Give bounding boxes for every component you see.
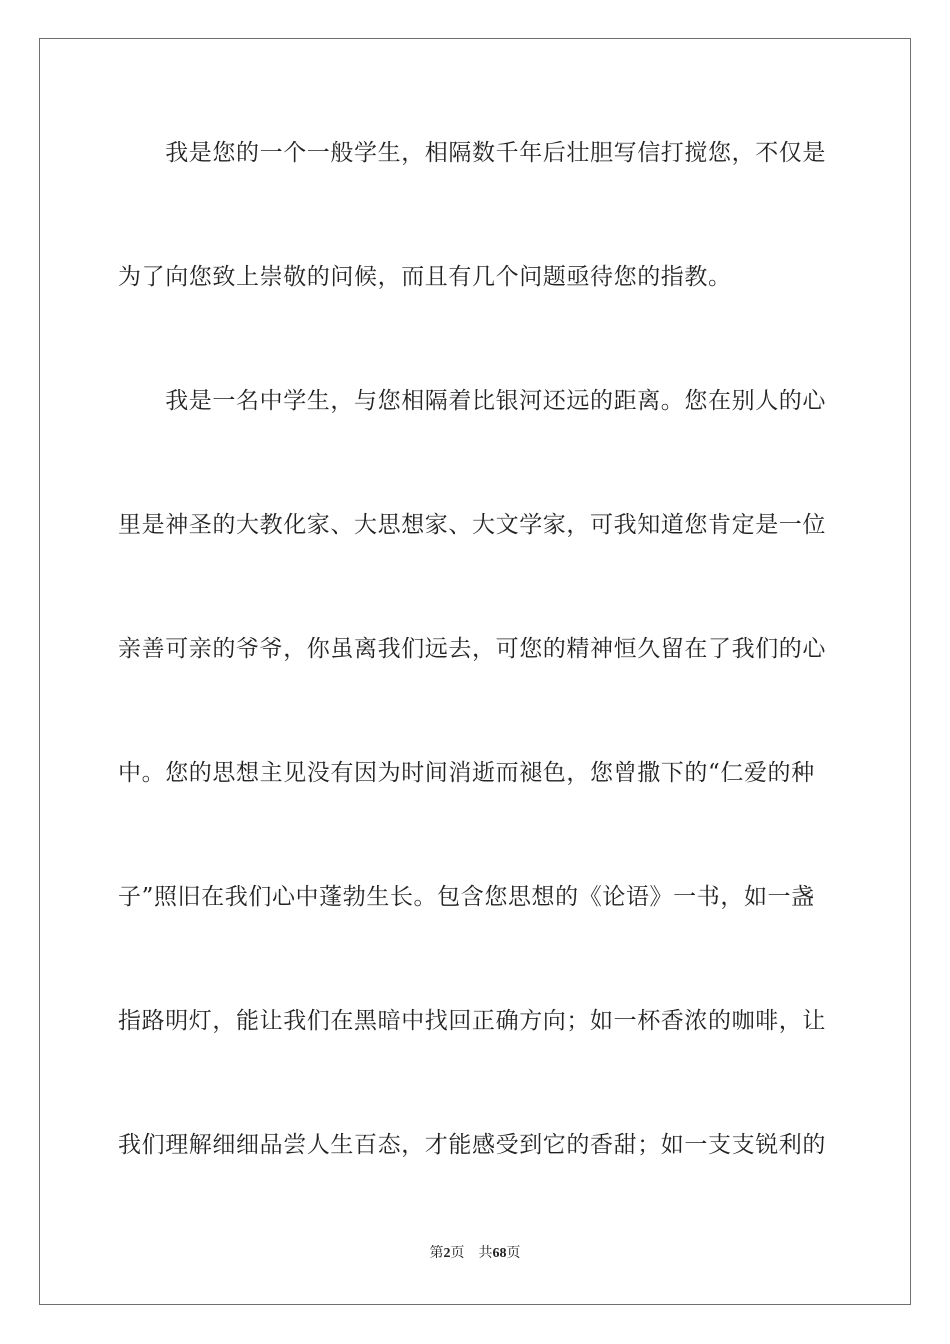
- text-line: 子”照旧在我们心中蓬勃生长。包含您思想的《论语》一书，如一盏: [118, 884, 815, 910]
- text-line: 指路明灯，能让我们在黑暗中找回正确方向；如一杯香浓的咖啡，让: [118, 1008, 826, 1034]
- text-line: 亲善可亲的爷爷，你虽离我们远去，可您的精神恒久留在了我们的心: [118, 636, 826, 662]
- page-number: 2: [443, 1246, 451, 1261]
- text-line: 我是一名中学生，与您相隔着比银河还远的距离。您在别人的心: [118, 388, 826, 414]
- page-border: [39, 38, 911, 1305]
- text-line: 为了向您致上崇敬的问候，而且有几个问题亟待您的指教。: [118, 264, 732, 290]
- text-line: 里是神圣的大教化家、大思想家、大文学家，可我知道您肯定是一位: [118, 512, 826, 538]
- page-suffix: 页: [450, 1245, 465, 1261]
- total-prefix: 共: [478, 1245, 493, 1261]
- text-line: 我是您的一个一般学生，相隔数千年后壮胆写信打搅您，不仅是: [118, 140, 826, 166]
- text-line: 中。您的思想主见没有因为时间消逝而褪色，您曾撒下的“仁爱的种: [118, 760, 815, 786]
- text-line: 我们理解细细品尝人生百态，才能感受到它的香甜；如一支支锐利的: [118, 1132, 826, 1158]
- page-footer: [0, 1244, 950, 1263]
- total-suffix: 页: [506, 1245, 521, 1261]
- total-pages: 68: [492, 1246, 507, 1261]
- page-prefix: 第: [429, 1245, 444, 1261]
